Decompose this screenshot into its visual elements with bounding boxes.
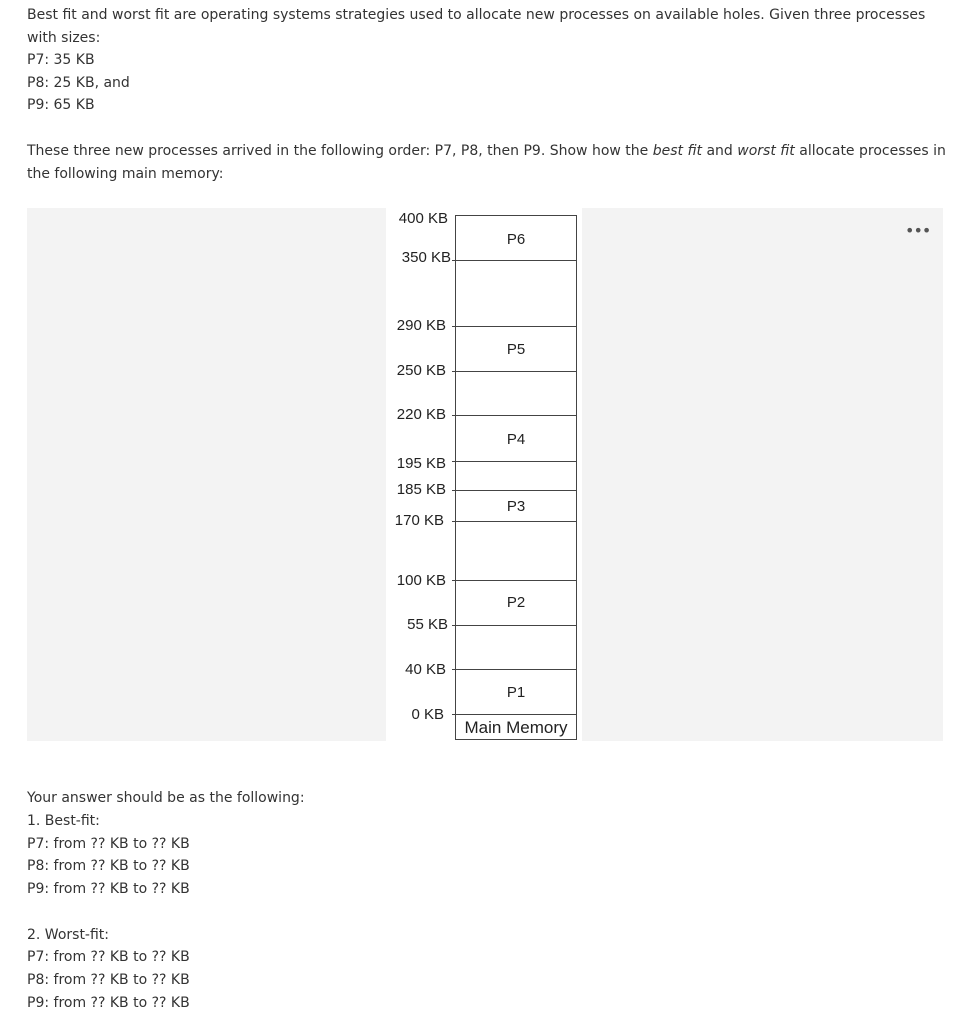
best-fit-emphasis: best fit <box>652 143 702 159</box>
process-label-p2: P2 <box>506 594 526 611</box>
address-label-55: 55 KB <box>407 616 448 633</box>
partition-line <box>452 326 577 327</box>
partition-line <box>452 669 577 670</box>
partition-line <box>452 490 577 491</box>
worst-fit-line-p8: P8: from ?? KB to ?? KB <box>27 972 190 988</box>
address-label-220: 220 KB <box>396 406 446 423</box>
process-label-p6: P6 <box>506 231 526 248</box>
partition-line <box>452 521 577 522</box>
process-size-p8: P8: 25 KB, and <box>27 75 130 91</box>
worst-fit-line-p9: P9: from ?? KB to ?? KB <box>27 995 190 1011</box>
partition-line <box>452 260 577 261</box>
main-memory-label: Main Memory <box>464 718 568 737</box>
partition-line <box>452 371 577 372</box>
best-fit-line-p7: P7: from ?? KB to ?? KB <box>27 836 190 852</box>
partition-line <box>452 415 577 416</box>
best-fit-line-p9: P9: from ?? KB to ?? KB <box>27 881 190 897</box>
figure-background-right <box>582 208 943 741</box>
intro-text: Best fit and worst fit are operating systems strategies used to allocate new processes on available holes. Given three processes with sizes: <box>27 7 926 46</box>
main-memory-diagram <box>455 215 577 740</box>
partition-line <box>452 461 577 462</box>
best-fit-heading: 1. Best-fit: <box>27 813 100 829</box>
partition-line <box>452 625 577 626</box>
question-part2: allocate processes in the following main memory: <box>27 143 946 182</box>
question-part1: These three new processes arrived in the following order: P7, P8, then P9. Show how the <box>27 143 653 159</box>
address-label-250: 250 KB <box>396 362 446 379</box>
address-label-400: 400 KB <box>398 210 448 227</box>
process-label-p4: P4 <box>506 431 526 448</box>
question-text <box>27 140 952 185</box>
worst-fit-heading: 2. Worst-fit: <box>27 927 110 943</box>
address-label-40: 40 KB <box>405 661 446 678</box>
address-label-350: 350 KB <box>401 249 451 266</box>
process-label-p3: P3 <box>506 498 526 515</box>
figure-background-left <box>27 208 386 741</box>
worst-fit-emphasis: worst fit <box>737 143 795 159</box>
answer-heading: Your answer should be as the following: <box>27 790 305 806</box>
more-horizontal-icon[interactable]: ••• <box>905 221 931 240</box>
partition-line <box>452 714 577 715</box>
address-label-0: 0 KB <box>411 706 444 723</box>
worst-fit-line-p7: P7: from ?? KB to ?? KB <box>27 949 190 965</box>
address-label-100: 100 KB <box>396 572 446 589</box>
question-and: and <box>702 143 738 159</box>
address-label-195: 195 KB <box>396 455 446 472</box>
best-fit-line-p8: P8: from ?? KB to ?? KB <box>27 858 190 874</box>
address-label-290: 290 KB <box>396 317 446 334</box>
partition-line <box>452 580 577 581</box>
process-label-p5: P5 <box>506 341 526 358</box>
process-size-p9: P9: 65 KB <box>27 97 95 113</box>
address-label-185: 185 KB <box>396 481 446 498</box>
process-label-p1: P1 <box>506 684 526 701</box>
process-size-p7: P7: 35 KB <box>27 52 95 68</box>
address-label-170: 170 KB <box>394 512 444 529</box>
